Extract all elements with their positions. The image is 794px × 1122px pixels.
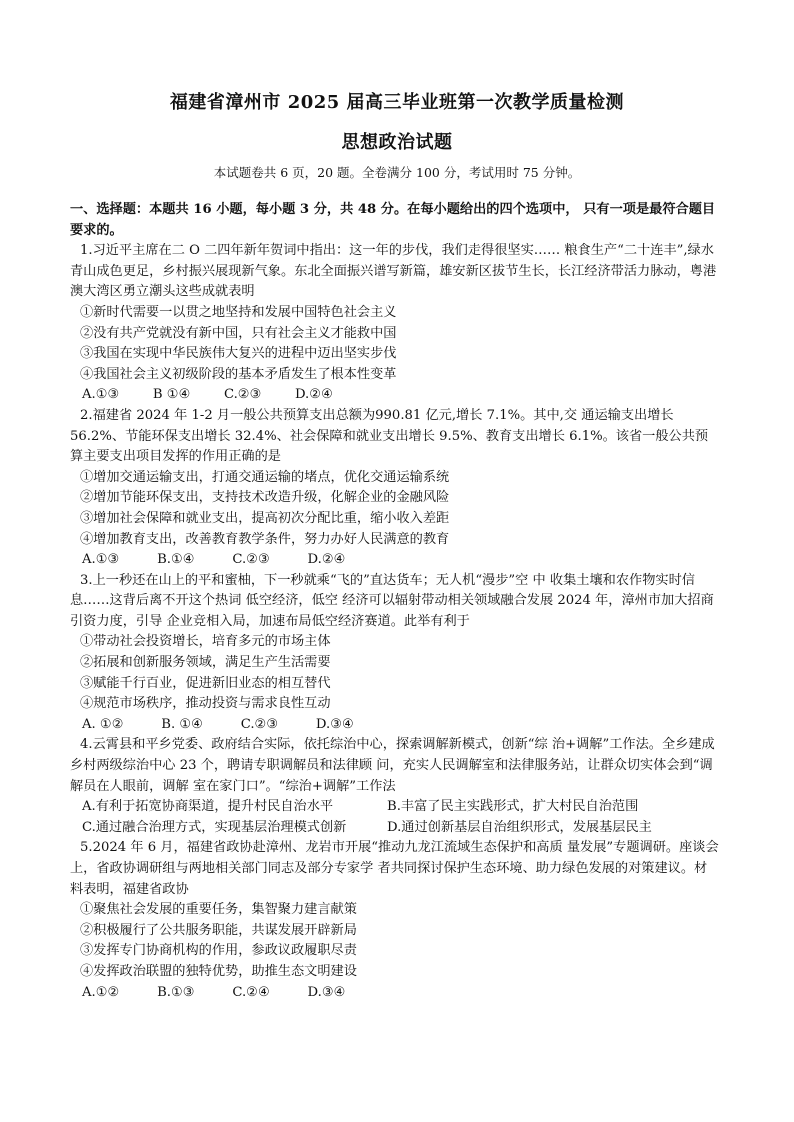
statement-item: ③赋能千行百业，促进新旧业态的相互替代 — [80, 675, 331, 691]
question-4 — [70, 735, 720, 838]
exam-info: 本试题卷共 6 页，20 题。全卷满分 100 分，考试用时 75 分钟。 — [213, 165, 581, 180]
statement-item: ③发挥专门协商机构的作用，参政议政履职尽责 — [80, 943, 357, 959]
statement-item: ①新时代需要一以贯之地坚持和发展中国特色社会主义 — [80, 304, 397, 320]
statement-item: ④发挥政治联盟的独特优势，助推生态文明建设 — [80, 963, 357, 979]
question-stem: 3.上一秒还在山上的平和蜜柚，下一秒就乘“飞的”直达货车；无人机“漫步”空 中 收集土壤和农作物实时信息……这背后离不开这个热词 低空经济，低空 经济可以辐射带动相关领域融合发展 2024 年，漳州市加大招商引资力度，引导 企业竞相入局，加速布局低空经济赛道。此举有利于 — [70, 572, 714, 629]
statement-item: ④我国社会主义初级阶段的基本矛盾发生了根本性变革 — [80, 366, 397, 382]
questions-body — [70, 200, 720, 1003]
statement-item: ④增加教育支出，改善教育教学条件，努力办好人民满意的教育 — [80, 531, 450, 547]
option-b: B.丰富了民主实践形式，扩大村民自治范围 — [387, 799, 639, 815]
answer-choices: A.①③ B.①④ C.②③ D.②④ — [82, 552, 346, 568]
statement-item: ②积极履行了公共服务职能，共谋发展开辟新局 — [80, 922, 357, 938]
question-2 — [70, 406, 720, 571]
option-a: A.有利于拓宽协商渠道，提升村民自治水平 — [82, 799, 334, 815]
statement-item: ①聚焦社会发展的重要任务，集智聚力建言献策 — [80, 902, 357, 918]
question-5 — [70, 838, 720, 1003]
question-1 — [70, 241, 720, 406]
statement-item: ②没有共产党就没有新中国，只有社会主义才能救中国 — [80, 325, 397, 341]
statement-item: ①增加交通运输支出，打通交通运输的堵点，优化交通运输系统 — [80, 469, 450, 485]
statement-item: ②增加节能环保支出，支持技术改造升级，化解企业的金融风险 — [80, 490, 450, 506]
question-stem: 4.云霄县和平乡党委、政府结合实际，依托综治中心，探索调解新模式，创新“综 治+调解”工作法。全乡建成乡村两级综治中心 23 个，聘请专职调解员和法律顾 问，充实人民调解室和法律服务站，让群众切实体会到“调解员在人眼前，调解 室在家门口”。“综治+调解”工作法 — [70, 737, 715, 794]
option-c: C.通过融合治理方式，实现基层治理模式创新 — [82, 819, 347, 835]
exam-subject: 思想政治试题 — [341, 132, 453, 153]
section-heading: 一、选择题：本题共 16 小题，每小题 3 分，共 48 分。在每小题给出的四个选项中， 只有一项是最符合题目要求的。 — [70, 202, 716, 238]
question-stem: 2.福建省 2024 年 1-2 月一般公共预算支出总额为990.81 亿元,增长 7.1%。其中,交 通运输支出增长 56.2%、节能环保支出增长 32.4%、社会保障和就业支出增长 9.5%、教育支出增长 6.1%。该省一般公共预算主要支出项目发挥的作用正确的是 — [70, 407, 709, 465]
statement-item: ③增加社会保障和就业支出，提高初次分配比重，缩小收入差距 — [80, 510, 450, 526]
answer-choices: A. ①② B. ①④ C.②③ D.③④ — [82, 716, 354, 732]
statement-item: ②拓展和创新服务领域，满足生产生活需要 — [80, 655, 331, 671]
question-stem: 1.习近平主席在二 O 二四年新年贺词中指出：这一年的步伐，我们走得很坚实…… 粮食生产“二十连丰”,绿水青山成色更足，乡村振兴展现新气象。东北全面振兴谱写新篇，雄安新区拔节生长，长江经济带活力脉动，粤港澳大湾区勇立潮头这些成就表明 — [70, 243, 717, 300]
question-stem: 5.2024 年 6 月，福建省政协赴漳州、龙岩市开展“推动九龙江流域生态保护和高质 量发展”专题调研。座谈会上，省政协调研组与两地相关部门同志及部分专家学 者共同探讨保护生态环境、助力绿色发展的对策建议。材料表明，福建省政协 — [70, 840, 719, 897]
statement-item: ④规范市场秩序，推动投资与需求良性互动 — [80, 696, 331, 712]
statement-item: ③我国在实现中华民族伟大复兴的进程中迈出坚实步伐 — [80, 346, 397, 362]
answer-choices: A.①② B.①③ C.②④ D.③④ — [82, 984, 346, 1000]
question-3 — [70, 571, 720, 736]
statement-item: ①带动社会投资增长，培育多元的市场主体 — [80, 634, 331, 650]
answer-options — [70, 797, 720, 838]
option-d: D.通过创新基层自治组织形式，发展基层民主 — [387, 819, 652, 835]
answer-choices: A.①③ B ①④ C.②③ D.②④ — [82, 387, 333, 403]
exam-title: 福建省漳州市 2025 届高三毕业班第一次教学质量检测 — [169, 92, 625, 113]
